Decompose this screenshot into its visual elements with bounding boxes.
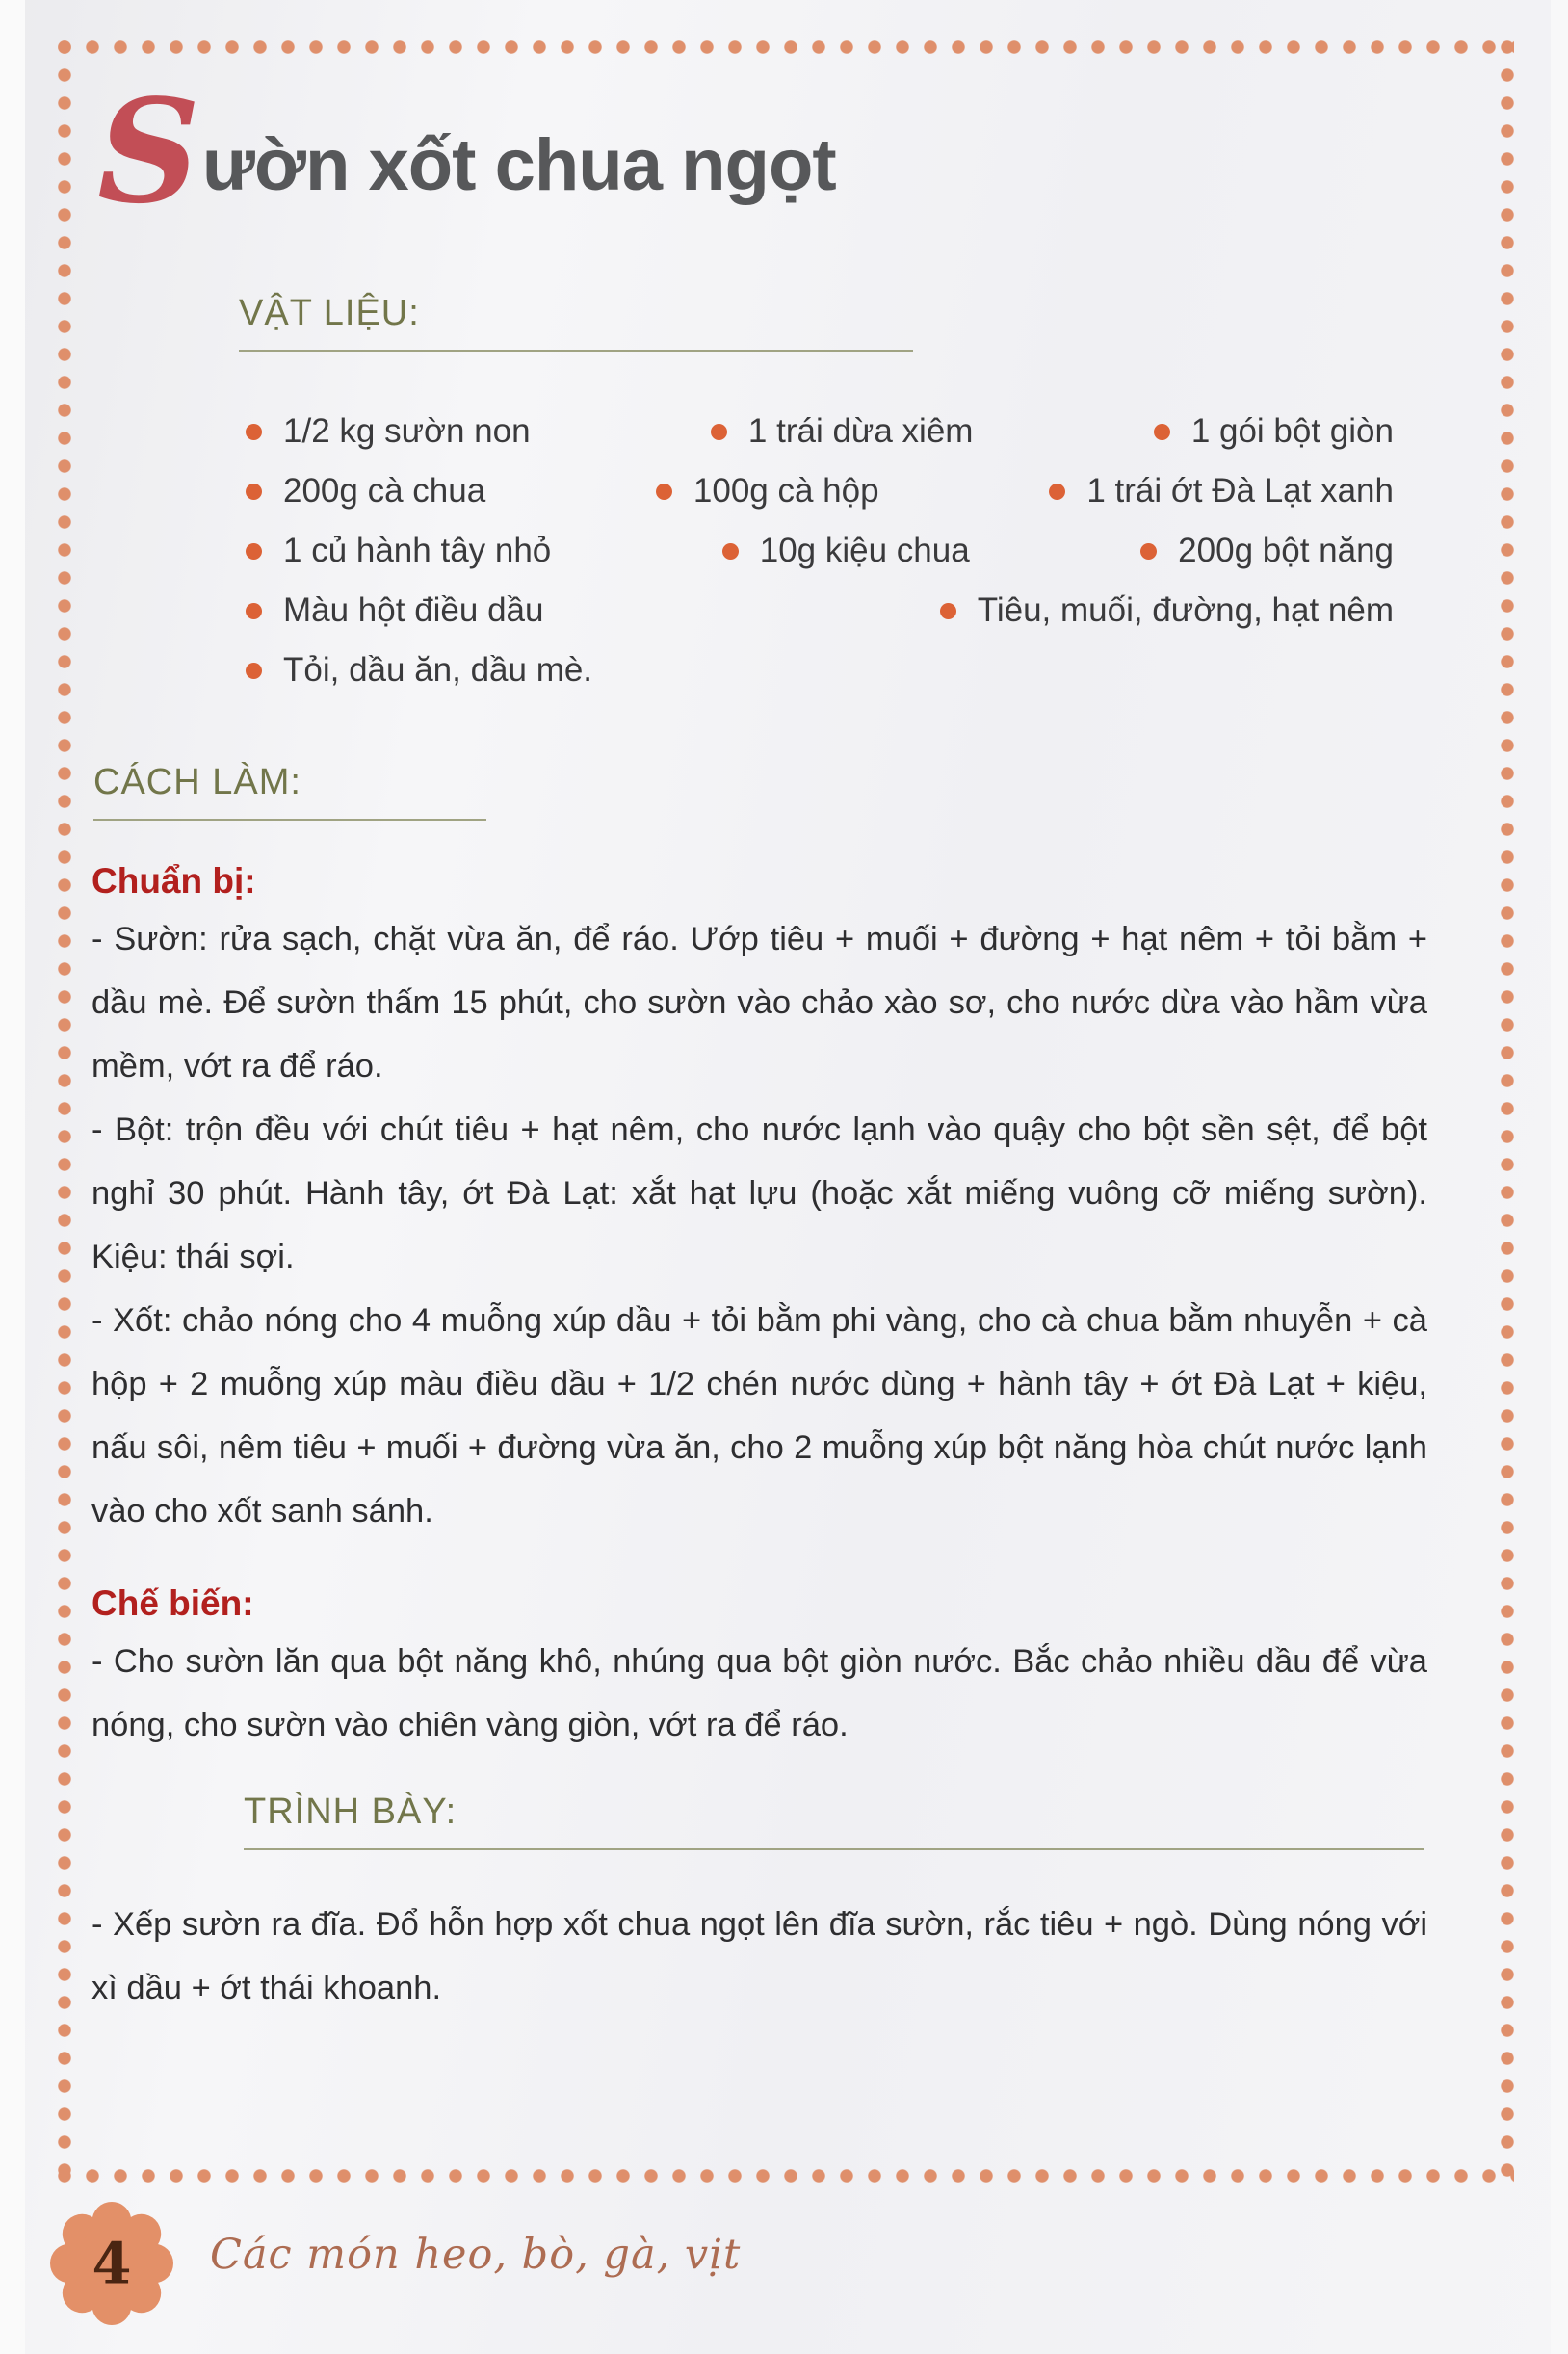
- ingredient-item: [246, 412, 531, 451]
- bullet-icon: [656, 484, 672, 500]
- recipe-title-dropcap: S: [97, 67, 200, 235]
- ingredient-label: 1 trái dừa xiêm: [747, 412, 974, 450]
- ingredient-label: Màu hột điều dầu: [283, 591, 544, 629]
- recipe-title-text: ườn xốt chua ngọt: [201, 124, 836, 206]
- ingredient-label: 1 trái ớt Đà Lạt xanh: [1086, 472, 1394, 510]
- ingredients-row: [246, 402, 1394, 461]
- prep-paragraph: - Xốt: chảo nóng cho 4 muỗng xúp dầu + tỏi bằm phi vàng, cho cà chua bằm nhuyễn + cà hộp + 2 muỗng xúp màu điều dầu + 1/2 chén nước dùng + hành tây + ớt Đà Lạt + kiệu, nấu sôi, nêm tiêu + muối + đường vừa ăn, cho 2 muỗng xúp bột năng hòa chút nước lạnh vào cho xốt sanh sánh.: [91, 1302, 1427, 1530]
- ingredient-label: 1 củ hành tây nhỏ: [283, 532, 552, 569]
- prep-paragraph: - Sườn: rửa sạch, chặt vừa ăn, để ráo. Ướp tiêu + muối + đường + hạt nêm + tỏi bằm + dầu mè. Để sườn thấm 15 phút, cho sườn vào chảo xào sơ, cho nước dừa vào hầm vừa mềm, vớt ra để ráo.: [91, 921, 1427, 1085]
- ingredients-row: [246, 641, 1394, 700]
- ingredient-label: 100g cà hộp: [693, 472, 879, 510]
- bullet-icon: [246, 663, 262, 679]
- ingredient-item: [940, 591, 1394, 630]
- dotted-border-bottom: [58, 2169, 1514, 2183]
- prep-subheading: Chuẩn bị:: [91, 861, 256, 901]
- page-number: 4: [91, 2230, 132, 2297]
- flower-page-badge: [50, 2202, 173, 2325]
- ingredient-label: Tiêu, muối, đường, hạt nêm: [977, 591, 1394, 629]
- ingredient-label: 10g kiệu chua: [759, 532, 970, 569]
- book-title: Các món heo, bò, gà, vịt: [210, 2231, 742, 2279]
- ingredient-item: [1049, 472, 1394, 510]
- page-edge-left: [0, 0, 25, 2354]
- ingredients-heading: VẬT LIỆU:: [239, 293, 913, 352]
- ingredient-item: [246, 472, 485, 510]
- dotted-border-right: [1501, 40, 1514, 2183]
- plating-heading: TRÌNH BÀY:: [244, 1792, 1424, 1850]
- ingredient-item: [1154, 412, 1394, 451]
- ingredient-label: Tỏi, dầu ăn, dầu mè.: [283, 651, 593, 689]
- ingredient-item: [722, 532, 970, 570]
- ingredient-item: [711, 412, 974, 451]
- ingredient-item: [246, 532, 551, 570]
- bullet-icon: [246, 543, 262, 560]
- bullet-icon: [1140, 543, 1157, 560]
- recipe-title: [97, 67, 1427, 235]
- cook-subheading: Chế biến:: [91, 1583, 254, 1623]
- ingredients-row: [246, 461, 1394, 521]
- prep-paragraph: - Bột: trộn đều với chút tiêu + hạt nêm, cho nước lạnh vào quậy cho bột sền sệt, để bột nghỉ 30 phút. Hành tây, ớt Đà Lạt: xắt hạt lựu (hoặc xắt miếng vuông cỡ miếng sườn). Kiệu: thái sợi.: [91, 1112, 1427, 1275]
- bullet-icon: [246, 424, 262, 440]
- bullet-icon: [1154, 424, 1170, 440]
- ingredient-item: [246, 591, 543, 630]
- ingredients-list: [246, 402, 1394, 700]
- plating-paragraph: - Xếp sườn ra đĩa. Đổ hỗn hợp xốt chua ngọt lên đĩa sườn, rắc tiêu + ngò. Dùng nóng với xì dầu + ớt thái khoanh.: [91, 1906, 1427, 2006]
- bullet-icon: [940, 603, 956, 619]
- ingredients-row: [246, 581, 1394, 641]
- bullet-icon: [246, 484, 262, 500]
- ingredient-label: 1 gói bột giòn: [1190, 412, 1394, 450]
- bullet-icon: [246, 603, 262, 619]
- method-heading: CÁCH LÀM:: [93, 762, 486, 821]
- bullet-icon: [722, 543, 739, 560]
- page-footer: [0, 2198, 1568, 2354]
- ingredient-item: [246, 651, 592, 690]
- dotted-border-top: [58, 40, 1514, 54]
- ingredients-row: [246, 521, 1394, 581]
- ingredient-item: [1140, 532, 1394, 570]
- bullet-icon: [1049, 484, 1065, 500]
- ingredient-label: 200g cà chua: [283, 472, 486, 510]
- ingredient-label: 1/2 kg sườn non: [283, 412, 531, 450]
- page-edge-right: [1551, 0, 1568, 2354]
- cook-paragraph: - Cho sườn lăn qua bột năng khô, nhúng qua bột giòn nước. Bắc chảo nhiều dầu để vừa nóng, cho sườn vào chiên vàng giòn, vớt ra để ráo.: [91, 1643, 1427, 1743]
- bullet-icon: [711, 424, 727, 440]
- ingredient-item: [656, 472, 879, 510]
- recipe-content: [91, 67, 1427, 2020]
- ingredient-label: 200g bột năng: [1178, 532, 1394, 569]
- dotted-border-left: [58, 40, 71, 2183]
